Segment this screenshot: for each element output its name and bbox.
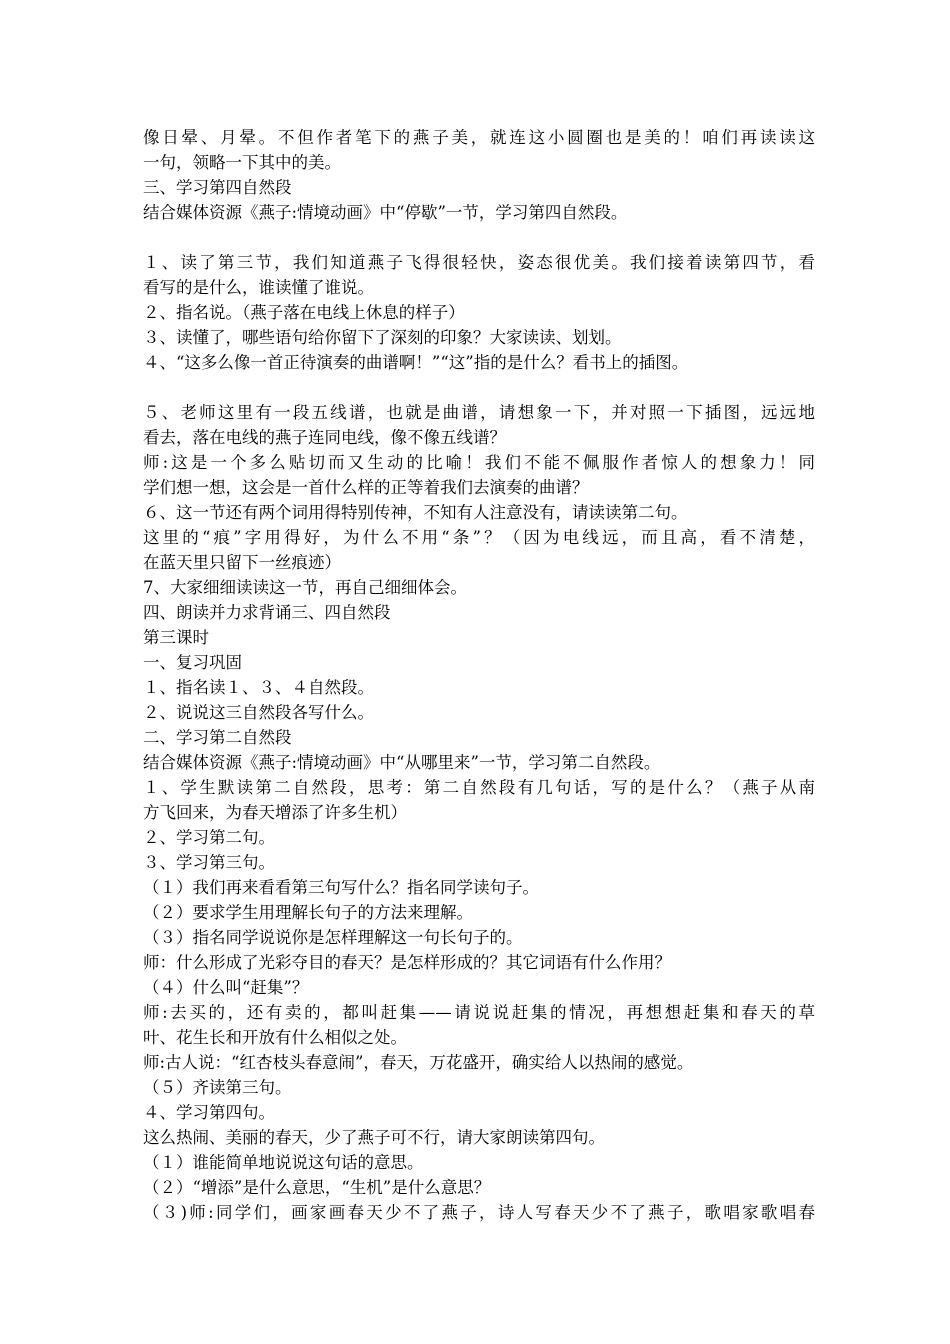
blank-line [143,225,815,250]
text-line: 看写的是什么，谁读懂了谁说。 [143,278,374,297]
text-line: 师：什么形成了光彩夺目的春天？是怎样形成的？其它词语有什么作用？ [143,953,671,972]
text-line: 看去，落在电线的燕子连同电线，像不像五线谱？ [143,428,506,447]
text-line: 结合媒体资源《燕子:情境动画》中“从哪里来”一节，学习第二自然段。 [143,753,661,772]
text-line: ３、学习第三句。 [143,853,275,872]
text-line: 像日晕、月晕。不但作者笔下的燕子美，就连这小圆圈也是美的！咱们再读读这 [143,128,815,147]
text-line: 结合媒体资源《燕子:情境动画》中“停歇”一节，学习第四自然段。 [143,203,628,222]
text-line: 叶、花生长和开放有什么相似之处。 [143,1028,407,1047]
section-heading: 一、复习巩固 [143,653,242,672]
text-line: 师:古人说：“红杏枝头春意闹”，春天，万花盛开，确实给人以热闹的感觉。 [143,1053,694,1072]
text-line: （１）我们再来看看第三句写什么？指名同学读句子。 [143,878,539,897]
text-line: ３、读懂了，哪些语句给你留下了深刻的印象？大家读读、划划。 [143,328,622,347]
text-line: 这里的“痕”字用得好，为什么不用“条”？（因为电线远，而且高，看不清楚， [143,528,815,547]
text-line: ４、学习第四句。 [143,1103,275,1122]
text-line: （２）“增添”是什么意思，“生机”是什么意思？ [143,1178,491,1197]
text-line: 师:这是一个多么贴切而又生动的比喻！我们不能不佩服作者惊人的想象力！同 [143,453,815,472]
text-line: 一句，领略一下其中的美。 [143,153,341,172]
text-line: 这么热闹、美丽的春天，少了燕子可不行，请大家朗读第四句。 [143,1128,605,1147]
text-line: ６、这一节还有两个词用得特别传神，不知有人注意没有，请读读第二句。 [143,503,688,522]
text-line: 在蓝天里只留下一丝痕迹） [143,553,341,572]
text-line: １、读了第三节，我们知道燕子飞得很轻快，姿态很优美。我们接着读第四节，看 [143,253,815,272]
text-line: ２、学习第二句。 [143,828,275,847]
text-line: １、指名读１、３、４自然段。 [143,678,374,697]
section-heading: 四、朗读并力求背诵三、四自然段 [143,603,391,622]
text-line: ２、说说这三自然段各写什么。 [143,703,374,722]
section-heading: 二、学习第二自然段 [143,728,292,747]
text-line: 7、大家细细读读这一节，再自己细细体会。 [143,578,467,597]
section-heading: 三、学习第四自然段 [143,178,292,197]
text-line: （３）指名同学说说你是怎样理解这一句长句子的。 [143,928,523,947]
text-line: 师:去买的，还有卖的，都叫赶集——请说说赶集的情况，再想想赶集和春天的草 [143,1003,815,1022]
lesson-heading: 第三课时 [143,628,209,647]
text-line: 学们想一想，这会是一首什么样的正等着我们去演奏的曲谱？ [143,478,589,497]
text-line: ２、指名说。（燕子落在电线上休息的样子） [143,303,465,322]
text-line: ４、“这多么像一首正待演奏的曲谱啊！”“这”指的是什么？看书上的插图。 [143,353,689,372]
text-line: １、学生默读第二自然段，思考：第二自然段有几句话，写的是什么？（燕子从南 [143,778,815,797]
text-line: ５、老师这里有一段五线谱，也就是曲谱，请想象一下，并对照一下插图，远远地 [143,403,815,422]
text-line: 方飞回来，为春天增添了许多生机） [143,803,407,822]
text-line: （４）什么叫“赶集”？ [143,978,309,997]
blank-line [143,375,815,400]
document-body [143,125,815,1225]
text-line: （３)师:同学们，画家画春天少不了燕子，诗人写春天少不了燕子，歌唱家歌唱春 [143,1203,815,1222]
text-line: （１）谁能简单地说说这句话的意思。 [143,1153,424,1172]
text-line: （２）要求学生用理解长句子的方法来理解。 [143,903,473,922]
text-line: （５）齐读第三句。 [143,1078,292,1097]
